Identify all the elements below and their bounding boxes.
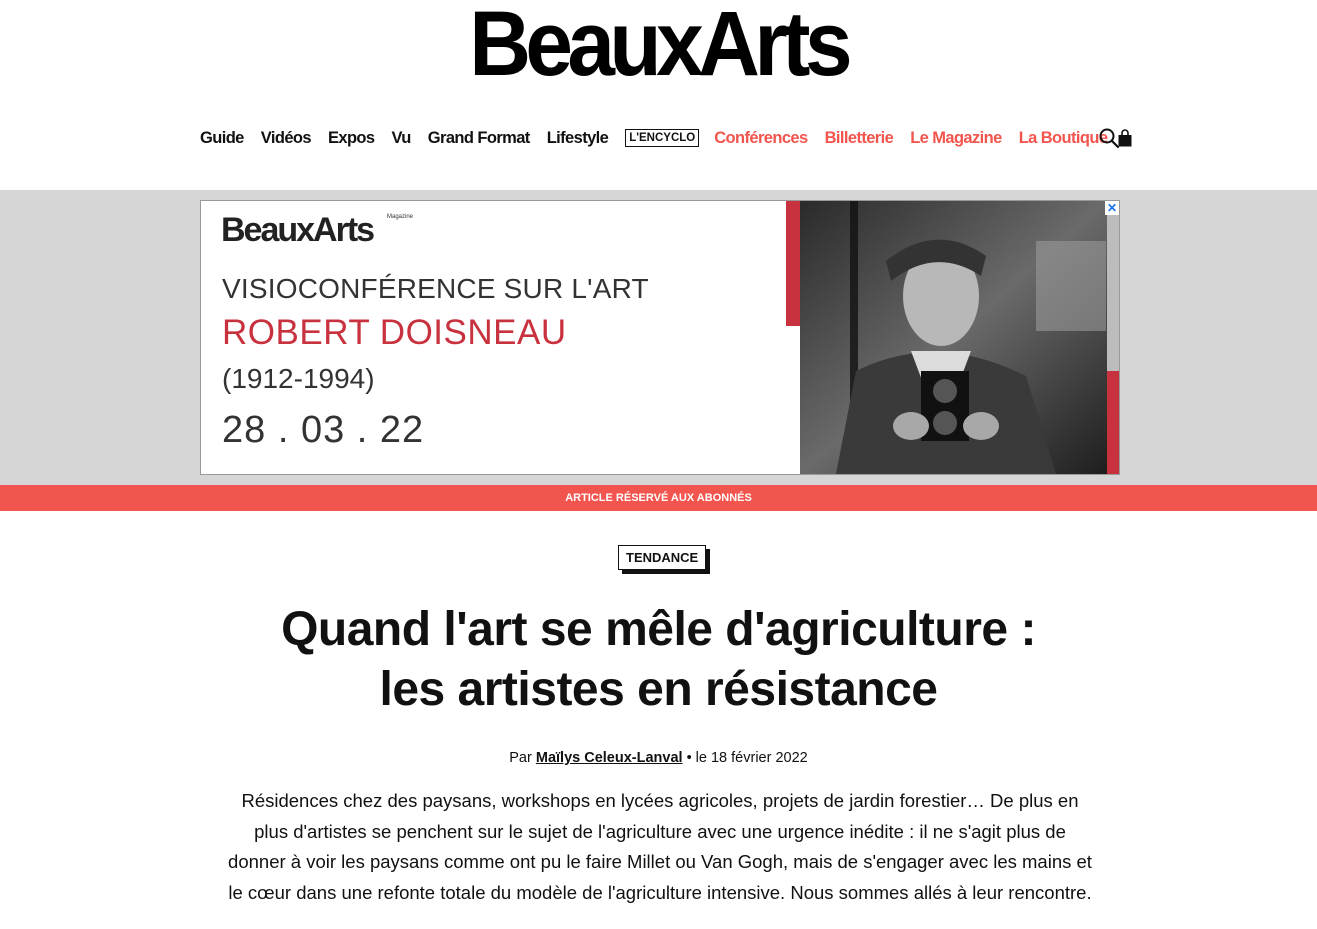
ad-logo: BeauxArts	[221, 211, 374, 249]
site-logo[interactable]: BeauxArts	[469, 0, 848, 95]
nav-item-grand-format[interactable]: Grand Format	[427, 128, 530, 147]
nav-item-encyclo[interactable]: L'ENCYCLO	[625, 129, 699, 147]
header	[0, 0, 1317, 110]
nav-item-lifestyle[interactable]: Lifestyle	[546, 128, 609, 147]
category-tag[interactable]: TENDANCE	[618, 545, 706, 570]
ad-close-icon[interactable]: ✕	[1106, 201, 1118, 215]
ad-banner[interactable]	[200, 200, 1120, 475]
article-lead: Résidences chez des paysans, workshops en lycées agricoles, projets de jardin forestier… De plus en plus d'artistes se penchent sur le sujet de l'agriculture avec une urgence inédite : il ne s'agit plus de donner à voir les paysans comme ont pu le faire Millet ou Van Gogh, mais de s'engager avec les mains et le cœur dans une refonte totale du modèle de l'agriculture intensive. Nous sommes allés à leur rencontre.	[228, 790, 1092, 903]
ad-artist-name: ROBERT DOISNEAU	[222, 313, 567, 352]
subscriber-only-banner: ARTICLE RÉSERVÉ AUX ABONNÉS	[0, 485, 1317, 511]
byline-prefix: Par	[509, 750, 532, 766]
author-link[interactable]: Maïlys Celeux-Lanval	[535, 750, 683, 766]
nav-item-billetterie[interactable]: Billetterie	[824, 128, 894, 147]
search-icon[interactable]	[1098, 127, 1120, 149]
article-title-line2: les artistes en résistance	[379, 663, 938, 716]
ad-event-date: 28 . 03 . 22	[222, 409, 425, 451]
ad-band	[0, 190, 1317, 485]
article-title	[0, 600, 1317, 720]
nav-item-boutique[interactable]: La Boutique	[1018, 128, 1108, 147]
nav-item-guide[interactable]: Guide	[200, 128, 244, 147]
shopping-bag-icon[interactable]	[1118, 129, 1132, 147]
nav-item-conferences[interactable]: Conférences	[714, 128, 808, 147]
ad-artist-dates: (1912-1994)	[222, 363, 375, 394]
publish-date: • le 18 février 2022	[686, 750, 808, 766]
nav-item-vu[interactable]: Vu	[391, 128, 411, 147]
nav-item-videos[interactable]: Vidéos	[260, 128, 311, 147]
ad-logo-sup: Magazine	[387, 214, 414, 220]
article-title-line1: Quand l'art se mêle d'agriculture :	[281, 603, 1036, 656]
nav-item-magazine[interactable]: Le Magazine	[910, 128, 1002, 147]
ad-photo	[786, 201, 1119, 474]
main-nav	[200, 124, 1120, 152]
byline	[0, 750, 1317, 766]
nav-item-expos[interactable]: Expos	[327, 128, 375, 147]
ad-headline: VISIOCONFÉRENCE SUR L'ART	[222, 273, 649, 304]
